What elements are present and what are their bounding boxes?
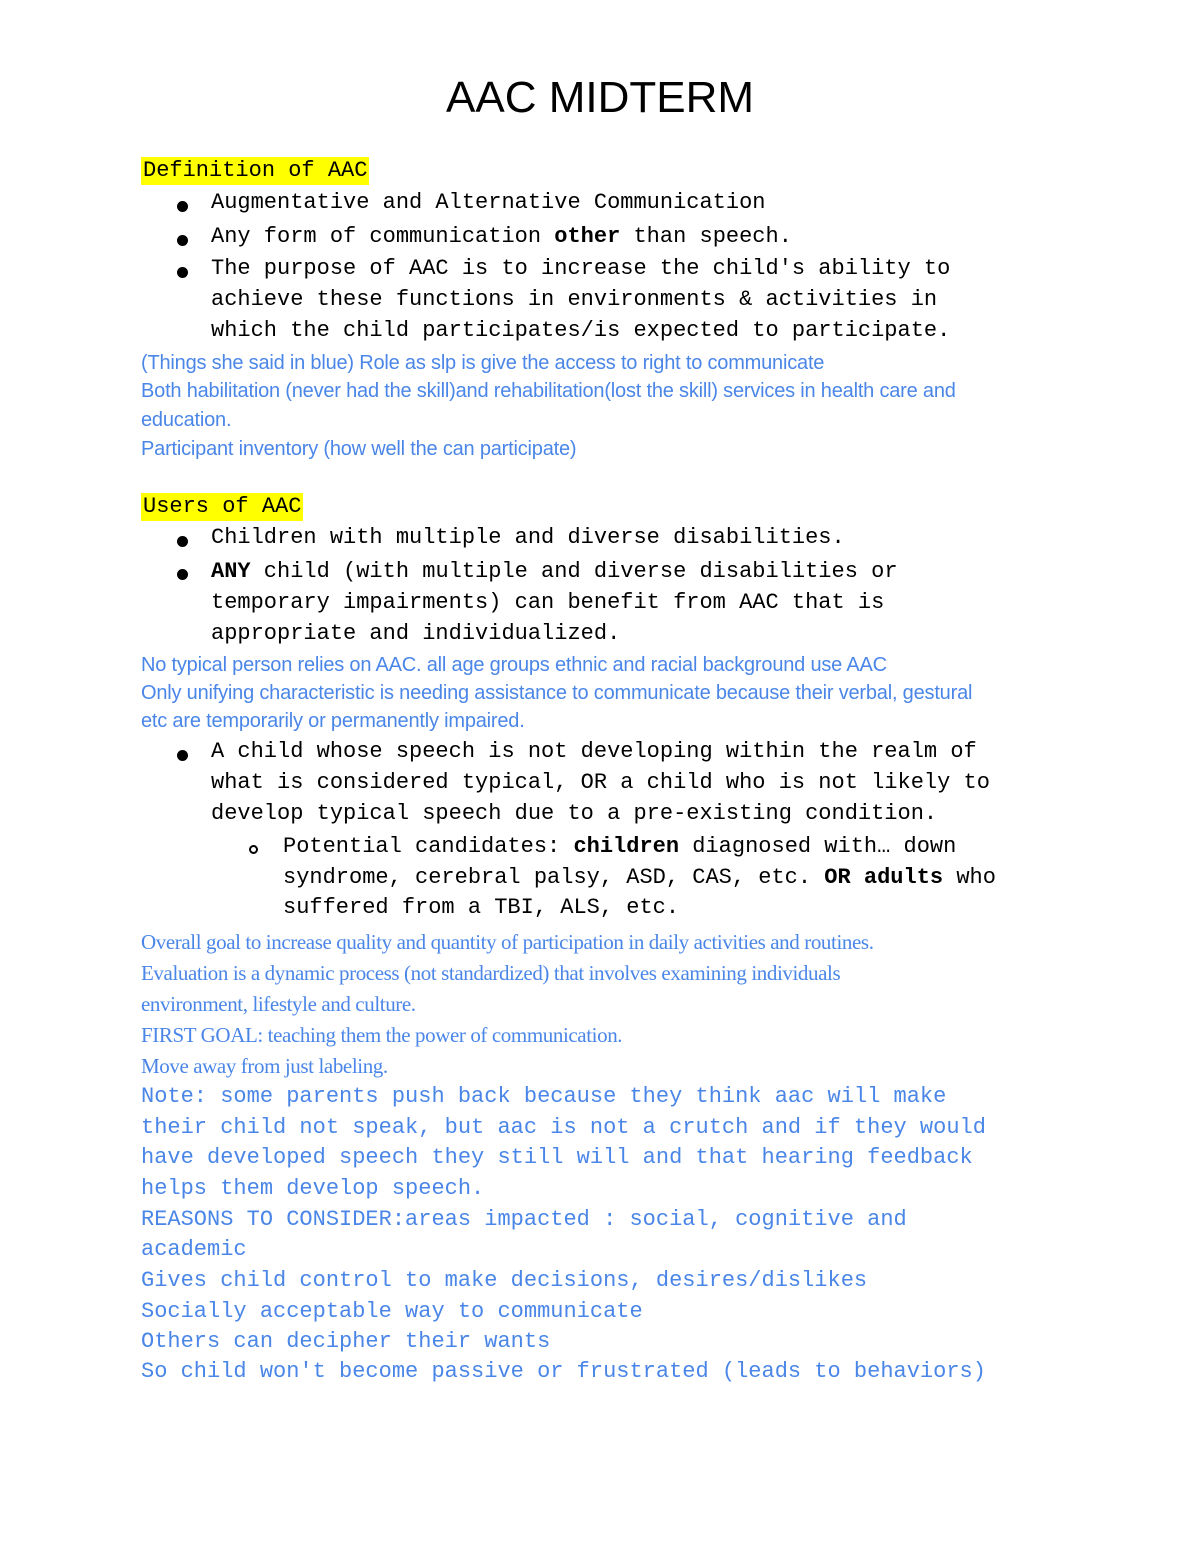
- bullet-text: Any form of communication other than speech.: [211, 224, 792, 249]
- note-line: helps them develop speech.: [141, 1176, 485, 1201]
- sub-bullet-circle: [249, 845, 258, 854]
- note-line: etc are temporarily or permanently impaired.: [141, 710, 525, 732]
- note-line: have developed speech they still will and that hearing feedback: [141, 1145, 973, 1170]
- bullet-text: ANY child (with multiple and diverse disabilities or: [211, 559, 898, 584]
- note-line: Evaluation is a dynamic process (not standardized) that involves examining individuals: [141, 961, 841, 985]
- note-line: education.: [141, 409, 232, 431]
- note-line: (Things she said in blue) Role as slp is give the access to right to communicate: [141, 352, 825, 374]
- note-line: Overall goal to increase quality and quantity of participation in daily activities and routines.: [141, 930, 874, 954]
- bullet-dot: [177, 750, 188, 761]
- bullet-dot: [177, 201, 188, 212]
- bullet-text-continued: what is considered typical, OR a child who is not likely to: [211, 770, 990, 795]
- note-line: Note: some parents push back because they think aac will make: [141, 1084, 947, 1109]
- bullet-text-continued: achieve these functions in environments & activities in: [211, 287, 938, 312]
- sub-bullet-text: Potential candidates: children diagnosed with… down: [283, 834, 957, 859]
- note-line: environment, lifestyle and culture.: [141, 992, 416, 1016]
- bullet-text-continued: appropriate and individualized.: [211, 621, 621, 646]
- section-heading-definition: Definition of AAC: [143, 158, 368, 183]
- bullet-dot: [177, 536, 188, 547]
- bullet-text: A child whose speech is not developing within the realm of: [211, 739, 977, 764]
- section-heading-users: Users of AAC: [143, 494, 302, 519]
- sub-bullet-text-continued: syndrome, cerebral palsy, ASD, CAS, etc. OR adults who: [283, 865, 996, 890]
- note-line: Only unifying characteristic is needing assistance to communicate because their verbal, gestural: [141, 682, 973, 704]
- page-title: AAC MIDTERM: [446, 73, 754, 122]
- note-line: Move away from just labeling.: [141, 1054, 388, 1078]
- bullet-text: The purpose of AAC is to increase the child's ability to: [211, 256, 951, 281]
- note-line: FIRST GOAL: teaching them the power of communication.: [141, 1023, 623, 1047]
- note-line: Gives child control to make decisions, desires/dislikes: [141, 1268, 868, 1293]
- bullet-text-continued: temporary impairments) can benefit from AAC that is: [211, 590, 885, 615]
- sub-bullet-text-continued: suffered from a TBI, ALS, etc.: [283, 895, 680, 920]
- bullet-text-continued: develop typical speech due to a pre-existing condition.: [211, 801, 938, 826]
- note-line: their child not speak, but aac is not a crutch and if they would: [141, 1115, 986, 1140]
- bullet-dot: [177, 235, 188, 246]
- bullet-dot: [177, 569, 188, 580]
- note-line: academic: [141, 1237, 247, 1262]
- bullet-text: Augmentative and Alternative Communication: [211, 190, 766, 215]
- bullet-text-continued: which the child participates/is expected to participate.: [211, 318, 951, 343]
- note-line: Socially acceptable way to communicate: [141, 1299, 643, 1324]
- note-line: Participant inventory (how well the can participate): [141, 438, 577, 460]
- note-line: REASONS TO CONSIDER:areas impacted : social, cognitive and: [141, 1207, 907, 1232]
- bullet-text: Children with multiple and diverse disabilities.: [211, 525, 845, 550]
- note-line: So child won't become passive or frustrated (leads to behaviors): [141, 1359, 986, 1384]
- note-line: Others can decipher their wants: [141, 1329, 551, 1354]
- note-line: Both habilitation (never had the skill)and rehabilitation(lost the skill) services in health care and: [141, 380, 956, 402]
- note-line: No typical person relies on AAC. all age groups ethnic and racial background use AAC: [141, 654, 887, 676]
- bullet-dot: [177, 267, 188, 278]
